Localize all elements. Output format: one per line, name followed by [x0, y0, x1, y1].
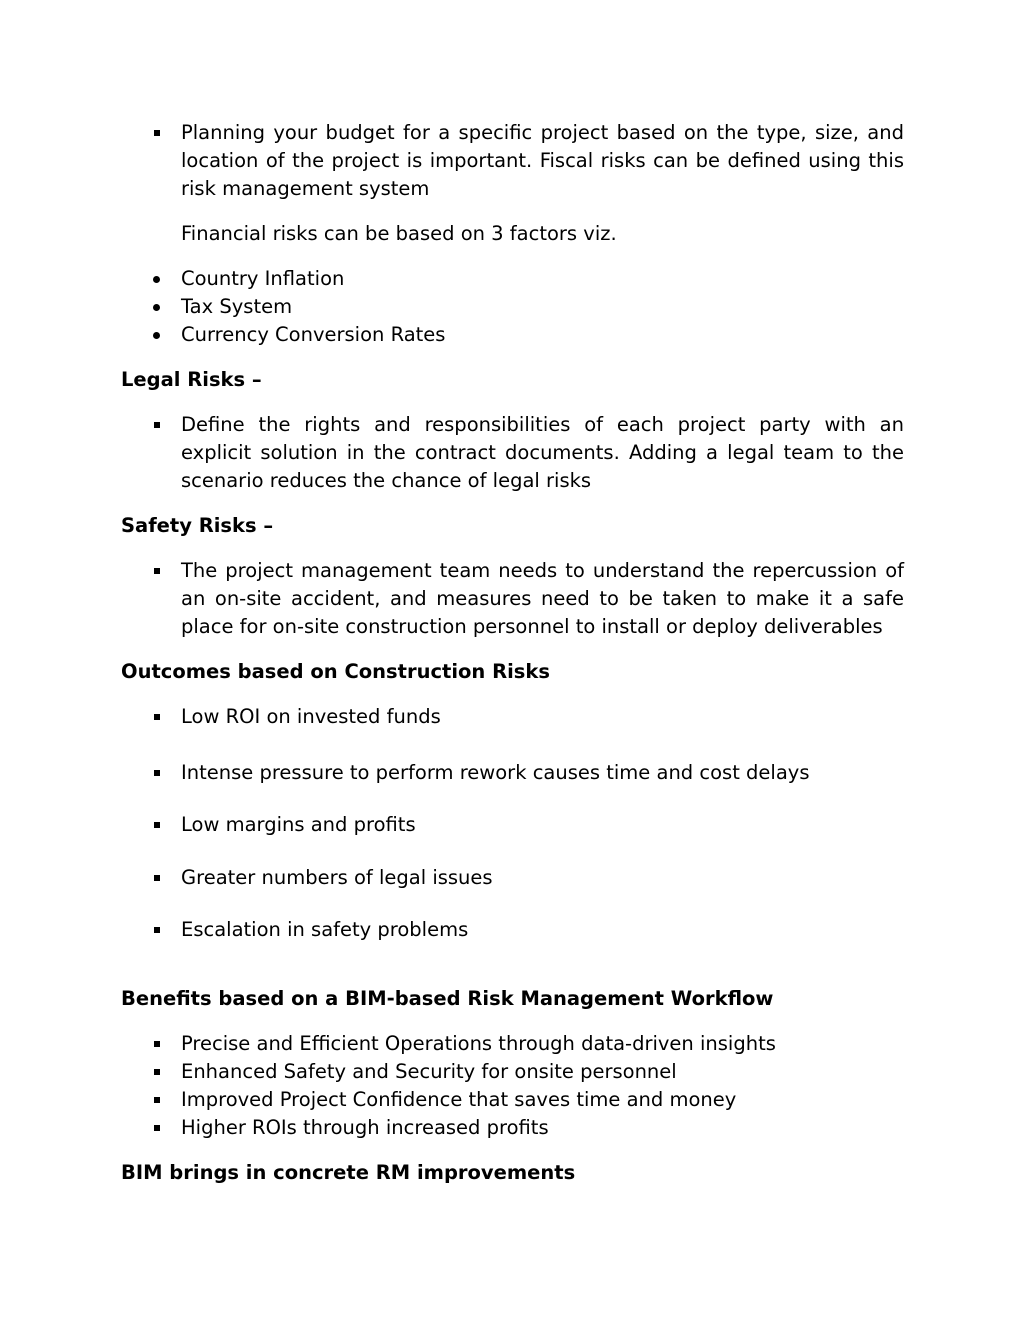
square-bullet-icon: [154, 130, 160, 136]
square-bullet-icon: [154, 875, 160, 881]
square-bullet-icon: [154, 927, 160, 933]
paragraph: Planning your budget for a specific project based on the type, size, and location of the project is important. Fiscal risks can be defined using this risk management system: [181, 121, 904, 200]
list-item-text: Currency Conversion Rates: [181, 323, 446, 346]
list-item-text: Tax System: [181, 295, 293, 318]
round-bullet-icon: [153, 332, 160, 339]
section-heading: Benefits based on a BIM-based Risk Management Workflow: [121, 987, 774, 1010]
square-bullet-icon: [154, 1125, 160, 1131]
list-item-text: Precise and Efficient Operations through data-driven insights: [181, 1032, 776, 1055]
section-heading: BIM brings in concrete RM improvements: [121, 1161, 576, 1184]
square-bullet-icon: [154, 770, 160, 776]
list-item-text: Country Inflation: [181, 267, 345, 290]
square-bullet-icon: [154, 1041, 160, 1047]
list-item-text: Greater numbers of legal issues: [181, 866, 493, 889]
section-heading: Safety Risks –: [121, 514, 274, 537]
square-bullet-icon: [154, 568, 160, 574]
list-item-text: Intense pressure to perform rework causes time and cost delays: [181, 761, 810, 784]
paragraph: Define the rights and responsibilities of each project party with an explicit solution in the contract documents. Adding a legal team to the scenario reduces the chance of legal risks: [181, 413, 904, 492]
list-item-text: Higher ROIs through increased profits: [181, 1116, 549, 1139]
section-heading: Outcomes based on Construction Risks: [121, 660, 550, 683]
square-bullet-icon: [154, 714, 160, 720]
round-bullet-icon: [153, 304, 160, 311]
section-heading: Legal Risks –: [121, 368, 262, 391]
round-bullet-icon: [153, 276, 160, 283]
paragraph: Financial risks can be based on 3 factors viz.: [181, 222, 617, 245]
square-bullet-icon: [154, 422, 160, 428]
list-item-text: Improved Project Confidence that saves time and money: [181, 1088, 737, 1111]
square-bullet-icon: [154, 1069, 160, 1075]
square-bullet-icon: [154, 1097, 160, 1103]
list-item-text: Escalation in safety problems: [181, 918, 469, 941]
list-item-text: Low ROI on invested funds: [181, 705, 441, 728]
square-bullet-icon: [154, 822, 160, 828]
paragraph: The project management team needs to understand the repercussion of an on-site accident, and measures need to be taken to make it a safe place for on-site construction personnel to install or deploy deliverables: [181, 559, 904, 638]
list-item-text: Low margins and profits: [181, 813, 416, 836]
list-item-text: Enhanced Safety and Security for onsite personnel: [181, 1060, 677, 1083]
